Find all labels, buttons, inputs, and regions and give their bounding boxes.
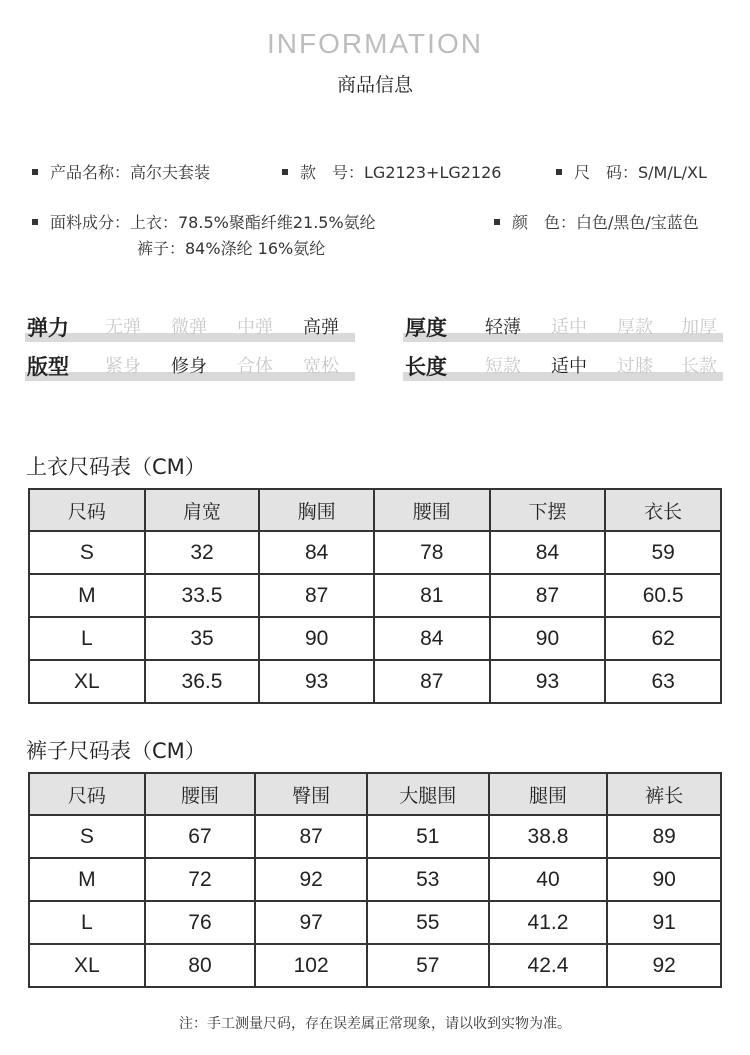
- table-header-cell: 腰围: [145, 773, 256, 815]
- table-cell: 84: [490, 531, 606, 574]
- table-cell: 89: [607, 815, 721, 858]
- table-header-cell: 大腿围: [367, 773, 489, 815]
- info-model: 款 号：LG2123+LG2126: [282, 160, 501, 183]
- table-cell: M: [29, 574, 145, 617]
- attr-thickness: [403, 313, 723, 347]
- attr-label: 版型: [27, 355, 69, 379]
- table-header-cell: 尺码: [29, 489, 145, 531]
- info-size: 尺 码：S/M/L/XL: [556, 160, 707, 183]
- table-header-cell: 肩宽: [145, 489, 260, 531]
- table-cell: 55: [367, 901, 489, 944]
- table-row: [29, 660, 721, 703]
- table-header-cell: 裤长: [607, 773, 721, 815]
- info-fabric-pants: 裤子：84%涤纶 16%氨纶: [137, 239, 326, 258]
- pants-table-title: 裤子尺码表（CM）: [26, 739, 206, 763]
- table-cell: 84: [259, 531, 374, 574]
- top-table-title: 上衣尺码表（CM）: [26, 455, 206, 479]
- table-header-cell: 尺码: [29, 773, 145, 815]
- table-cell: 91: [607, 901, 721, 944]
- bullet-icon: [32, 219, 38, 225]
- table-cell: 92: [607, 944, 721, 987]
- table-cell: 57: [367, 944, 489, 987]
- table-header-row: [29, 773, 721, 815]
- table-row: [29, 858, 721, 901]
- info-product-name: 产品名称：高尔夫套装: [32, 160, 210, 183]
- table-cell: 97: [255, 901, 367, 944]
- table-cell: 32: [145, 531, 260, 574]
- title-english: INFORMATION: [267, 28, 483, 59]
- table-cell: 62: [605, 617, 721, 660]
- attr-elasticity: [25, 313, 355, 347]
- table-cell: 87: [490, 574, 606, 617]
- attr-option: 过膝: [617, 356, 653, 377]
- top-size-table: [28, 488, 722, 704]
- info-fabric: 面料成分：上衣：78.5%聚酯纤维21.5%氨纶: [32, 210, 376, 233]
- table-row: [29, 901, 721, 944]
- table-cell: 67: [145, 815, 256, 858]
- table-cell: S: [29, 815, 145, 858]
- table-header-cell: 下摆: [490, 489, 606, 531]
- bullet-icon: [494, 219, 500, 225]
- attr-length: [403, 352, 723, 386]
- attr-option: 合体: [237, 356, 273, 377]
- table-cell: L: [29, 901, 145, 944]
- attr-option: 微弹: [171, 317, 207, 338]
- table-cell: 35: [145, 617, 260, 660]
- table-row: [29, 574, 721, 617]
- table-cell: 87: [255, 815, 367, 858]
- measurement-note: 注：手工测量尺码，存在误差属正常现象，请以收到实物为准。: [179, 1016, 571, 1032]
- table-cell: 51: [367, 815, 489, 858]
- bullet-icon: [32, 169, 38, 175]
- title-chinese: 商品信息: [336, 74, 413, 96]
- table-cell: 80: [145, 944, 256, 987]
- table-cell: 53: [367, 858, 489, 901]
- table-header-cell: 腿围: [489, 773, 608, 815]
- table-row: [29, 617, 721, 660]
- attr-option: 长款: [681, 356, 717, 377]
- table-cell: 84: [374, 617, 490, 660]
- attr-option: 适中: [551, 356, 587, 377]
- table-cell: 93: [259, 660, 374, 703]
- table-cell: 41.2: [489, 901, 608, 944]
- table-cell: 93: [490, 660, 606, 703]
- table-header-cell: 胸围: [259, 489, 374, 531]
- table-cell: 38.8: [489, 815, 608, 858]
- table-cell: M: [29, 858, 145, 901]
- table-cell: S: [29, 531, 145, 574]
- table-header-cell: 衣长: [605, 489, 721, 531]
- table-cell: L: [29, 617, 145, 660]
- attr-option: 厚款: [617, 317, 653, 338]
- table-cell: XL: [29, 944, 145, 987]
- attr-option: 加厚: [681, 317, 717, 338]
- table-cell: 90: [490, 617, 606, 660]
- table-row: [29, 944, 721, 987]
- table-cell: 72: [145, 858, 256, 901]
- table-cell: 81: [374, 574, 490, 617]
- attr-option: 轻薄: [485, 317, 521, 338]
- attr-option: 宽松: [303, 356, 339, 377]
- table-cell: 76: [145, 901, 256, 944]
- table-cell: 87: [259, 574, 374, 617]
- info-color: 颜 色：白色/黑色/宝蓝色: [494, 210, 699, 233]
- table-cell: 36.5: [145, 660, 260, 703]
- table-cell: 102: [255, 944, 367, 987]
- table-row: [29, 531, 721, 574]
- attr-option: 修身: [171, 356, 207, 377]
- bullet-icon: [556, 169, 562, 175]
- attr-label: 长度: [405, 355, 447, 379]
- bullet-icon: [282, 169, 288, 175]
- table-cell: 87: [374, 660, 490, 703]
- attr-option: 无弹: [105, 317, 141, 338]
- table-header-row: [29, 489, 721, 531]
- table-cell: 33.5: [145, 574, 260, 617]
- pants-size-table: [28, 772, 722, 988]
- attr-option: 适中: [551, 317, 587, 338]
- attr-option: 高弹: [303, 317, 339, 338]
- attr-option: 短款: [485, 356, 521, 377]
- table-cell: 42.4: [489, 944, 608, 987]
- table-cell: 78: [374, 531, 490, 574]
- table-cell: 60.5: [605, 574, 721, 617]
- table-cell: 90: [259, 617, 374, 660]
- table-cell: 90: [607, 858, 721, 901]
- table-row: [29, 815, 721, 858]
- table-header-cell: 臀围: [255, 773, 367, 815]
- table-cell: 63: [605, 660, 721, 703]
- attr-option: 紧身: [105, 356, 141, 377]
- table-header-cell: 腰围: [374, 489, 490, 531]
- attr-fit: [25, 352, 355, 386]
- table-cell: 40: [489, 858, 608, 901]
- attr-option: 中弹: [237, 317, 273, 338]
- attr-label: 厚度: [405, 316, 447, 340]
- table-cell: XL: [29, 660, 145, 703]
- table-cell: 59: [605, 531, 721, 574]
- table-cell: 92: [255, 858, 367, 901]
- attr-label: 弹力: [27, 316, 69, 340]
